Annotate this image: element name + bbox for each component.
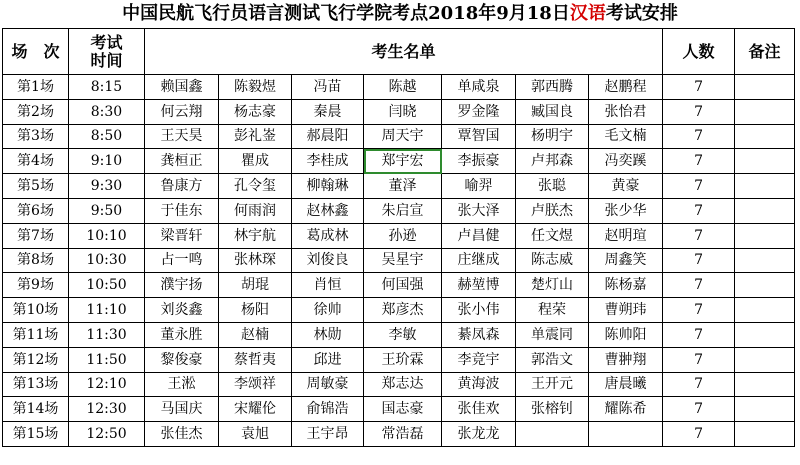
session-cell[interactable]: 第1场 [3,75,69,100]
candidate-name-cell[interactable]: 綦凤森 [442,322,516,347]
candidate-name-cell[interactable]: 郑宇宏 [364,149,442,174]
time-cell[interactable]: 10:50 [69,273,145,298]
candidate-name-cell[interactable]: 冯苗 [292,75,364,100]
table-row [3,99,795,124]
count-cell[interactable]: 7 [663,248,735,273]
candidate-name-cell[interactable]: 鲁康方 [145,174,219,199]
table-row [3,124,795,149]
time-cell[interactable]: 10:30 [69,248,145,273]
count-cell[interactable]: 7 [663,347,735,372]
session-cell[interactable]: 第7场 [3,223,69,248]
candidate-name-cell[interactable]: 陈帅阳 [589,322,663,347]
table-row [3,198,795,223]
time-cell[interactable]: 8:15 [69,75,145,100]
candidate-name-cell[interactable]: 李敏 [364,322,442,347]
candidate-name-cell[interactable]: 蔡哲夷 [219,347,292,372]
candidate-name-cell[interactable]: 周敏豪 [292,372,364,397]
remark-cell[interactable] [735,75,795,100]
remark-cell[interactable] [735,397,795,422]
table-row [3,273,795,298]
count-cell[interactable]: 7 [663,298,735,323]
candidate-name-cell[interactable]: 曹翀翔 [589,347,663,372]
table-row [3,298,795,323]
count-cell[interactable]: 7 [663,397,735,422]
count-cell[interactable]: 7 [663,149,735,174]
candidate-name-cell[interactable]: 覃智国 [442,124,516,149]
candidate-name-cell[interactable]: 杨明宇 [516,124,589,149]
candidate-name-cell[interactable]: 张佳欢 [442,397,516,422]
candidate-name-cell[interactable]: 张小伟 [442,298,516,323]
session-cell[interactable]: 第11场 [3,322,69,347]
session-cell[interactable]: 第2场 [3,99,69,124]
count-cell[interactable]: 7 [663,75,735,100]
candidate-name-cell[interactable]: 刘俊良 [292,248,364,273]
header-row [3,29,795,75]
session-cell[interactable]: 第9场 [3,273,69,298]
time-cell[interactable]: 9:10 [69,149,145,174]
session-cell[interactable]: 第6场 [3,198,69,223]
candidate-name-cell[interactable]: 于佳东 [145,198,219,223]
candidate-name-cell[interactable]: 梁晋轩 [145,223,219,248]
candidate-name-cell[interactable]: 陈杨嘉 [589,273,663,298]
table-row [3,372,795,397]
count-cell[interactable]: 7 [663,174,735,199]
header-remark[interactable]: 备注 [735,29,795,75]
session-cell[interactable]: 第13场 [3,372,69,397]
candidate-name-cell[interactable]: 林宇航 [219,223,292,248]
candidate-name-cell[interactable]: 何国强 [364,273,442,298]
candidate-name-cell[interactable]: 刘炎鑫 [145,298,219,323]
time-cell[interactable]: 12:30 [69,397,145,422]
candidate-name-cell[interactable]: 王开元 [516,372,589,397]
candidate-name-cell[interactable]: 瞿成 [219,149,292,174]
table-row [3,223,795,248]
remark-cell[interactable] [735,422,795,447]
table-row [3,75,795,100]
candidate-name-cell[interactable]: 楚灯山 [516,273,589,298]
candidate-name-cell[interactable]: 赵林鑫 [292,198,364,223]
count-cell[interactable]: 7 [663,322,735,347]
schedule-body [3,75,795,447]
candidate-name-cell[interactable]: 卢邦森 [516,149,589,174]
session-cell[interactable]: 第10场 [3,298,69,323]
candidate-name-cell[interactable]: 郝晨阳 [292,124,364,149]
candidate-name-cell[interactable]: 俞锦浩 [292,397,364,422]
candidate-name-cell[interactable]: 赵鹏程 [589,75,663,100]
candidate-name-cell[interactable]: 宋耀伦 [219,397,292,422]
title-highlight: 汉语 [569,3,606,24]
title-prefix: 中国民航飞行员语言测试飞行学院考点2018年9月18日 [122,3,570,24]
candidate-name-cell[interactable]: 彭礼崟 [219,124,292,149]
candidate-name-cell[interactable]: 吴星宇 [364,248,442,273]
session-cell[interactable]: 第5场 [3,174,69,199]
count-cell[interactable]: 7 [663,99,735,124]
candidate-name-cell[interactable]: 马国庆 [145,397,219,422]
remark-cell[interactable] [735,99,795,124]
candidate-name-cell[interactable]: 张林琛 [219,248,292,273]
title-suffix: 考试安排 [605,3,678,24]
count-cell[interactable]: 7 [663,273,735,298]
count-cell[interactable]: 7 [663,223,735,248]
candidate-name-cell[interactable]: 王宇昂 [292,422,364,447]
candidate-name-cell[interactable]: 占一鸣 [145,248,219,273]
candidate-name-cell[interactable]: 单震同 [516,322,589,347]
candidate-name-cell[interactable]: 黄豪 [589,174,663,199]
candidate-name-cell[interactable]: 孙逊 [364,223,442,248]
time-cell[interactable]: 11:30 [69,322,145,347]
count-cell[interactable]: 7 [663,198,735,223]
candidate-name-cell[interactable]: 张佳杰 [145,422,219,447]
table-row [3,347,795,372]
time-cell[interactable]: 8:30 [69,99,145,124]
candidate-name-cell[interactable]: 龚桓正 [145,149,219,174]
candidate-name-cell[interactable]: 赖国鑫 [145,75,219,100]
remark-cell[interactable] [735,149,795,174]
candidate-name-cell[interactable]: 王天昊 [145,124,219,149]
candidate-name-cell[interactable]: 陈越 [364,75,442,100]
header-session[interactable]: 场 次 [3,29,69,75]
session-cell[interactable]: 第14场 [3,397,69,422]
time-cell[interactable]: 11:50 [69,347,145,372]
candidate-name-cell[interactable]: 王玠霖 [364,347,442,372]
header-time[interactable] [69,29,145,75]
remark-cell[interactable] [735,347,795,372]
candidate-name-cell[interactable]: 柳翰琳 [292,174,364,199]
candidate-name-cell[interactable]: 陈志威 [516,248,589,273]
candidate-name-cell[interactable]: 董泽 [364,174,442,199]
table-row [3,397,795,422]
candidate-name-cell[interactable]: 罗金隆 [442,99,516,124]
candidate-name-cell[interactable]: 郑彦杰 [364,298,442,323]
count-cell[interactable]: 7 [663,422,735,447]
remark-cell[interactable] [735,223,795,248]
remark-cell[interactable] [735,174,795,199]
candidate-name-cell[interactable]: 何云翔 [145,99,219,124]
candidate-name-cell[interactable]: 卢朕杰 [516,198,589,223]
candidate-name-cell[interactable]: 濮宇扬 [145,273,219,298]
candidate-name-cell[interactable]: 赫堃博 [442,273,516,298]
candidate-name-cell[interactable]: 李竞宇 [442,347,516,372]
candidate-name-cell[interactable]: 喻羿 [442,174,516,199]
candidate-name-cell[interactable]: 卢昌健 [442,223,516,248]
time-cell[interactable]: 11:10 [69,298,145,323]
candidate-name-cell[interactable]: 张少华 [589,198,663,223]
candidate-name-cell[interactable]: 周鑫笑 [589,248,663,273]
candidate-name-cell[interactable]: 何雨润 [219,198,292,223]
candidate-name-cell[interactable]: 张聪 [516,174,589,199]
candidate-name-cell[interactable]: 张龙龙 [442,422,516,447]
candidate-name-cell[interactable]: 毛文楠 [589,124,663,149]
candidate-name-cell[interactable]: 庄继成 [442,248,516,273]
session-cell[interactable]: 第3场 [3,124,69,149]
candidate-name-cell[interactable]: 肖恒 [292,273,364,298]
remark-cell[interactable] [735,372,795,397]
table-row [3,422,795,447]
candidate-name-cell[interactable]: 李振豪 [442,149,516,174]
candidate-name-cell[interactable]: 周天宇 [364,124,442,149]
candidate-name-cell[interactable]: 曹朔玮 [589,298,663,323]
candidate-name-cell[interactable]: 孔令玺 [219,174,292,199]
remark-cell[interactable] [735,198,795,223]
candidate-name-cell[interactable]: 赵楠 [219,322,292,347]
candidate-name-cell[interactable]: 国志豪 [364,397,442,422]
session-cell[interactable]: 第12场 [3,347,69,372]
candidate-name-cell[interactable]: 臧国良 [516,99,589,124]
header-names[interactable]: 考生名单 [145,29,663,75]
candidate-name-cell[interactable]: 王淞 [145,372,219,397]
candidate-name-cell[interactable]: 葛成林 [292,223,364,248]
session-cell[interactable]: 第8场 [3,248,69,273]
candidate-name-cell[interactable]: 张怡君 [589,99,663,124]
time-cell[interactable]: 10:10 [69,223,145,248]
session-cell[interactable]: 第4场 [3,149,69,174]
candidate-name-cell[interactable]: 陈毅煜 [219,75,292,100]
candidate-name-cell[interactable]: 冯奕蹊 [589,149,663,174]
time-cell[interactable]: 8:50 [69,124,145,149]
candidate-name-cell[interactable]: 黎俊豪 [145,347,219,372]
page-title [0,0,800,28]
candidate-name-cell[interactable]: 徐帅 [292,298,364,323]
candidate-name-cell[interactable]: 杨阳 [219,298,292,323]
table-row [3,174,795,199]
candidate-name-cell[interactable]: 赵明瑄 [589,223,663,248]
remark-cell[interactable] [735,248,795,273]
remark-cell[interactable] [735,273,795,298]
count-cell[interactable]: 7 [663,124,735,149]
candidate-name-cell[interactable]: 郭西腾 [516,75,589,100]
candidate-name-cell[interactable]: 郭浩文 [516,347,589,372]
candidate-name-cell[interactable]: 郑志达 [364,372,442,397]
table-row [3,149,795,174]
schedule-table [2,28,795,447]
table-row [3,322,795,347]
candidate-name-cell[interactable]: 任文煜 [516,223,589,248]
candidate-name-cell[interactable]: 唐晨曦 [589,372,663,397]
candidate-name-cell[interactable]: 李桂成 [292,149,364,174]
candidate-name-cell[interactable]: 闫晓 [364,99,442,124]
candidate-name-cell[interactable] [589,422,663,447]
count-cell[interactable]: 7 [663,372,735,397]
remark-cell[interactable] [735,124,795,149]
candidate-name-cell[interactable]: 张榕钊 [516,397,589,422]
candidate-name-cell[interactable]: 耀陈希 [589,397,663,422]
session-cell[interactable]: 第15场 [3,422,69,447]
remark-cell[interactable] [735,298,795,323]
time-cell[interactable]: 9:50 [69,198,145,223]
remark-cell[interactable] [735,322,795,347]
candidate-name-cell[interactable]: 袁旭 [219,422,292,447]
candidate-name-cell[interactable] [516,422,589,447]
time-cell[interactable]: 9:30 [69,174,145,199]
header-time-text: 考试时间 [90,32,123,70]
candidate-name-cell[interactable]: 杨志豪 [219,99,292,124]
candidate-name-cell[interactable]: 邱进 [292,347,364,372]
time-cell[interactable]: 12:50 [69,422,145,447]
candidate-name-cell[interactable]: 程荣 [516,298,589,323]
header-count[interactable]: 人数 [663,29,735,75]
table-row [3,248,795,273]
candidate-name-cell[interactable]: 董永胜 [145,322,219,347]
candidate-name-cell[interactable]: 秦晨 [292,99,364,124]
candidate-name-cell[interactable]: 胡琨 [219,273,292,298]
candidate-name-cell[interactable]: 常浩磊 [364,422,442,447]
candidate-name-cell[interactable]: 朱启宣 [364,198,442,223]
time-cell[interactable]: 12:10 [69,372,145,397]
candidate-name-cell[interactable]: 单咸泉 [442,75,516,100]
candidate-name-cell[interactable]: 张大泽 [442,198,516,223]
candidate-name-cell[interactable]: 黄海波 [442,372,516,397]
candidate-name-cell[interactable]: 林勋 [292,322,364,347]
candidate-name-cell[interactable]: 李颂祥 [219,372,292,397]
